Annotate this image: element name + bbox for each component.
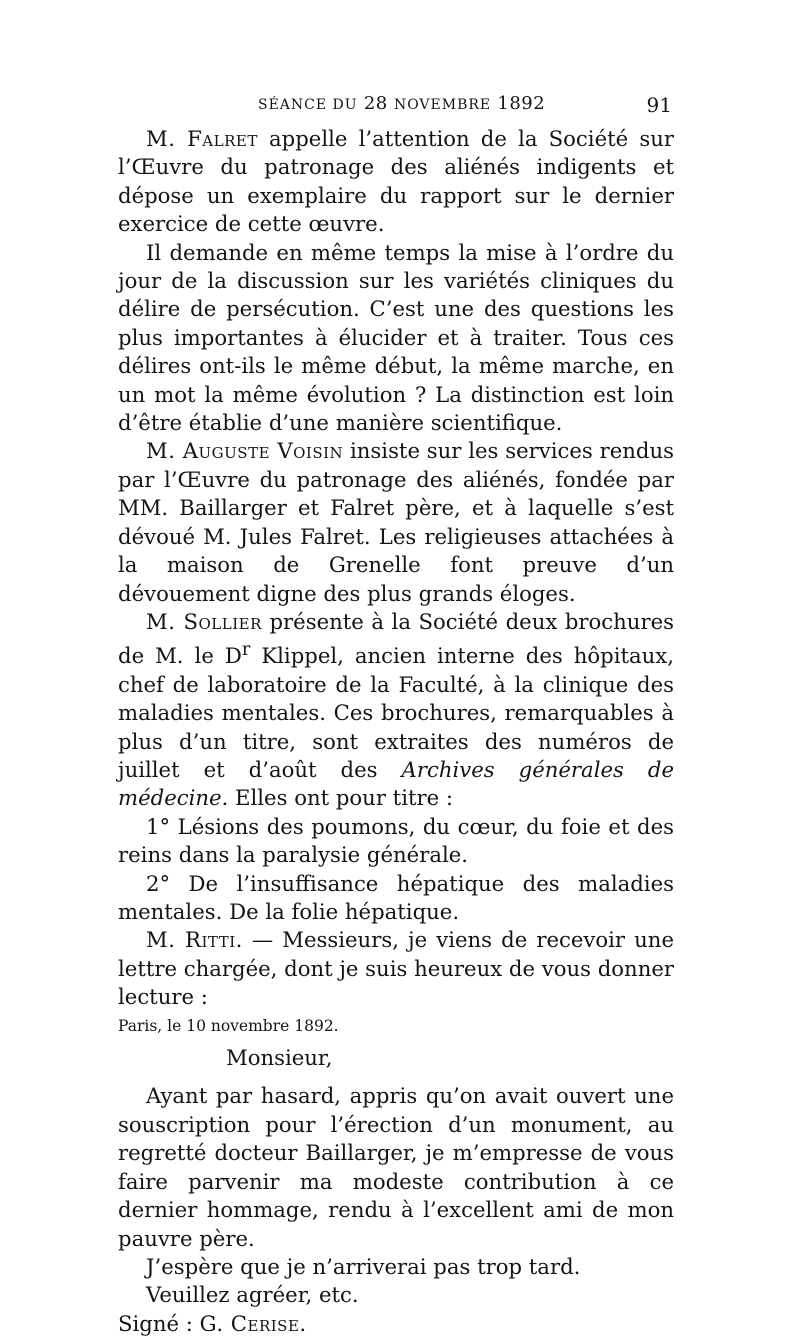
paragraph-text: Il demande en même temps la mise à l’ordre du jour de la discussion sur les variétés cliniques du délire de persécution. C’est une des questions les plus importantes à élucider et à traiter. Tous ces délires ont-ils le même début, la même marche, en un mot la même évolution ? La distinction est loin d’être établie d’une manière scientifique. xyxy=(118,239,674,436)
header-title-year: 1892 xyxy=(497,93,546,114)
letter-dateline: Paris, le 10 novembre 1892. xyxy=(118,1016,339,1035)
list-item-1 xyxy=(118,813,674,870)
paragraph-discussion xyxy=(118,239,674,438)
letter-signature xyxy=(118,1310,604,1338)
header-title-day: 28 xyxy=(363,93,388,114)
paragraph-text: Elles ont pour titre : xyxy=(228,785,454,811)
running-header xyxy=(120,93,672,121)
letter-salutation: Monsieur, xyxy=(226,1045,333,1071)
paragraph-text: appelle l’attention de la Société sur l’Œuvre du patronage des aliénés indigents et dépose un exemplaire du rapport sur le dernier exercice de cette œuvre. xyxy=(118,126,674,237)
list-item-2 xyxy=(118,870,674,927)
paragraph-text: Klippel, ancien interne des hôpitaux, chef de laboratoire de la Faculté, à la clinique des maladies mentales. Ces brochures, remarquables à plus d’un titre, sont extraites des numéros de juillet et d’août des xyxy=(118,643,674,782)
speaker-name: M. Ritti. xyxy=(146,927,243,953)
paragraph-falret xyxy=(118,125,674,239)
signature-label: Signé : xyxy=(118,1310,200,1336)
body-text xyxy=(118,125,674,1338)
paragraph-voisin xyxy=(118,437,674,607)
letter-hope: J’espère que je n’arriverai pas trop tard. xyxy=(146,1253,581,1279)
journal-title: Archives générales de médecine. xyxy=(118,757,674,811)
page-number: 91 xyxy=(646,93,672,117)
letter-body: Ayant par hasard, appris qu’on avait ouvert une souscription pour l’érection d’un monument, au regretté docteur Baillarger, je m’empresse de vous faire parvenir ma modeste contribution à ce dernier hommage, rendu à l’excellent ami de mon pauvre père. xyxy=(118,1083,674,1251)
header-title-month: NOVEMBRE xyxy=(393,97,492,113)
paragraph-text: présente à la Société deux brochures de M. le D xyxy=(118,608,674,669)
letter-closing: Veuillez agréer, etc. xyxy=(146,1282,359,1308)
speaker-name: M. Sollier xyxy=(146,608,262,634)
list-item-text: 1° Lésions des poumons, du cœur, du foie et des reins dans la paralysie générale. xyxy=(118,813,674,868)
signature-name: G. Cerise. xyxy=(199,1310,307,1336)
header-title-prefix: SÉANCE DU xyxy=(258,97,358,113)
list-item-text: 2° De l’insuffisance hépatique des maladies mentales. De la folie hépatique. xyxy=(118,870,674,925)
paragraph-text: insiste sur les services rendus par l’Œuvre du patronage des aliénés, fondée par MM. Baillarger et Falret père, et à laquelle s’est dévoué M. Jules Falret. Les religieuses attachées à la maison de Grenelle font preuve d’un dévouement digne des plus grands éloges. xyxy=(118,438,674,606)
speaker-name: M. Falret xyxy=(146,126,258,151)
paragraph-text: — Messieurs, je viens de recevoir une lettre chargée, dont je suis heureux de vous donner lecture : xyxy=(118,927,675,1010)
speaker-name: M. Auguste Voisin xyxy=(146,438,344,464)
paragraph-sollier xyxy=(118,608,674,813)
paragraph-ritti xyxy=(118,926,674,1011)
superscript: r xyxy=(241,640,251,661)
header-title xyxy=(258,93,545,114)
